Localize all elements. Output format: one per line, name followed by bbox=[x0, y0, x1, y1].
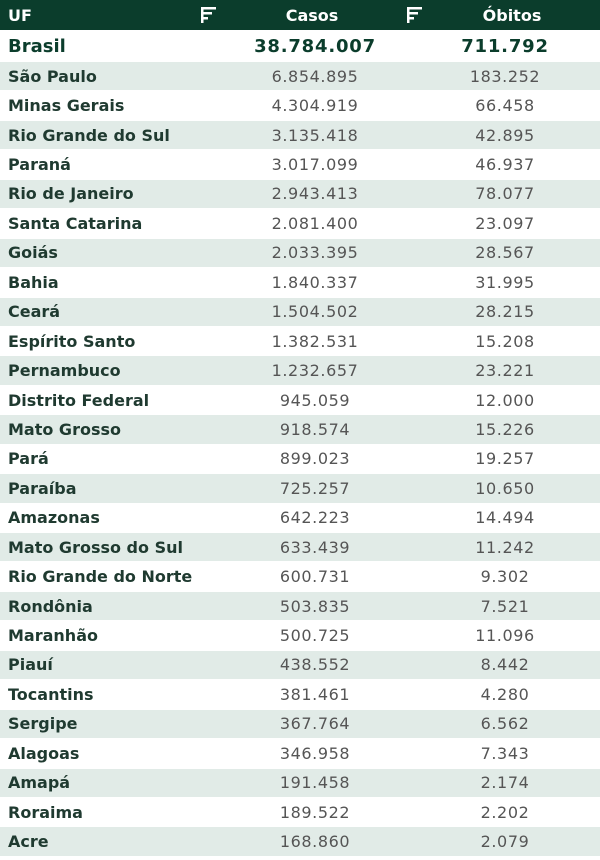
row-obitos: 28.567 bbox=[475, 243, 535, 263]
row-obitos: 15.208 bbox=[475, 331, 535, 351]
row-obitos: 9.302 bbox=[480, 567, 530, 587]
row-casos: 600.731 bbox=[279, 567, 351, 587]
row-obitos: 31.995 bbox=[475, 272, 535, 292]
table-body bbox=[0, 62, 600, 857]
table-row bbox=[0, 298, 600, 327]
table-row bbox=[0, 651, 600, 680]
row-uf: Tocantins bbox=[8, 684, 94, 704]
row-obitos: 12.000 bbox=[475, 390, 535, 410]
row-casos: 899.023 bbox=[279, 449, 351, 469]
table-row bbox=[0, 710, 600, 739]
row-casos: 191.458 bbox=[279, 773, 351, 793]
row-obitos: 11.096 bbox=[475, 626, 535, 646]
table-row bbox=[0, 680, 600, 709]
row-uf: Minas Gerais bbox=[8, 96, 125, 116]
table-row bbox=[0, 62, 600, 91]
row-obitos: 4.280 bbox=[480, 684, 530, 704]
table-row bbox=[0, 209, 600, 238]
row-casos: 6.854.895 bbox=[271, 66, 359, 86]
filter-sort-icon[interactable] bbox=[400, 5, 430, 25]
row-casos: 1.840.337 bbox=[271, 272, 359, 292]
row-obitos: 2.174 bbox=[480, 773, 530, 793]
row-casos: 503.835 bbox=[279, 596, 351, 616]
table-row bbox=[0, 739, 600, 768]
row-obitos: 78.077 bbox=[475, 184, 535, 204]
row-casos: 168.860 bbox=[279, 832, 351, 852]
row-obitos: 42.895 bbox=[475, 125, 535, 145]
row-uf: Alagoas bbox=[8, 743, 80, 763]
row-casos: 1.504.502 bbox=[271, 302, 359, 322]
row-casos: 725.257 bbox=[279, 478, 351, 498]
row-obitos: 23.097 bbox=[475, 213, 535, 233]
row-uf: Ceará bbox=[8, 302, 61, 322]
row-obitos: 8.442 bbox=[480, 655, 530, 675]
row-casos: 3.017.099 bbox=[271, 155, 359, 175]
table-row bbox=[0, 91, 600, 120]
row-casos: 438.552 bbox=[279, 655, 351, 675]
row-uf: Acre bbox=[8, 832, 49, 852]
filter-sort-icon[interactable] bbox=[194, 5, 224, 25]
table-row bbox=[0, 798, 600, 827]
row-uf: Espírito Santo bbox=[8, 331, 136, 351]
row-casos: 4.304.919 bbox=[271, 96, 359, 116]
row-obitos: 183.252 bbox=[469, 66, 541, 86]
row-obitos: 7.521 bbox=[480, 596, 530, 616]
row-casos: 2.033.395 bbox=[271, 243, 359, 263]
row-obitos: 28.215 bbox=[475, 302, 535, 322]
row-uf: Sergipe bbox=[8, 714, 78, 734]
row-obitos: 10.650 bbox=[475, 478, 535, 498]
row-obitos: 2.079 bbox=[480, 832, 530, 852]
row-casos: 2.943.413 bbox=[271, 184, 359, 204]
row-uf: Maranhão bbox=[8, 626, 98, 646]
row-obitos: 14.494 bbox=[475, 508, 535, 528]
row-uf: Pará bbox=[8, 449, 49, 469]
row-uf: São Paulo bbox=[8, 66, 97, 86]
row-casos: 3.135.418 bbox=[271, 125, 359, 145]
row-obitos: 23.221 bbox=[475, 361, 535, 381]
row-obitos: 66.458 bbox=[475, 96, 535, 116]
header-casos[interactable]: Casos bbox=[285, 5, 339, 25]
row-casos: 367.764 bbox=[279, 714, 351, 734]
row-obitos: 15.226 bbox=[475, 419, 535, 439]
table-row bbox=[0, 562, 600, 591]
total-obitos: 711.792 bbox=[461, 36, 549, 57]
row-uf: Pernambuco bbox=[8, 361, 121, 381]
total-row bbox=[0, 32, 600, 62]
row-uf: Goiás bbox=[8, 243, 58, 263]
row-obitos: 2.202 bbox=[480, 802, 530, 822]
table-row bbox=[0, 121, 600, 150]
row-uf: Paraíba bbox=[8, 478, 77, 498]
row-uf: Santa Catarina bbox=[8, 213, 143, 233]
header-uf[interactable]: UF bbox=[8, 5, 32, 25]
table-row bbox=[0, 592, 600, 621]
table-row bbox=[0, 268, 600, 297]
table-row bbox=[0, 827, 600, 856]
table-row bbox=[0, 356, 600, 385]
row-uf: Amapá bbox=[8, 773, 71, 793]
row-uf: Rondônia bbox=[8, 596, 93, 616]
row-casos: 1.232.657 bbox=[271, 361, 359, 381]
row-obitos: 11.242 bbox=[475, 537, 535, 557]
total-casos: 38.784.007 bbox=[254, 36, 376, 57]
row-obitos: 46.937 bbox=[475, 155, 535, 175]
row-casos: 189.522 bbox=[279, 802, 351, 822]
table-row bbox=[0, 180, 600, 209]
row-obitos: 6.562 bbox=[480, 714, 530, 734]
table-row bbox=[0, 474, 600, 503]
table-row bbox=[0, 150, 600, 179]
row-uf: Piauí bbox=[8, 655, 53, 675]
table-row bbox=[0, 239, 600, 268]
row-uf: Paraná bbox=[8, 155, 71, 175]
row-uf: Mato Grosso bbox=[8, 419, 121, 439]
table-row bbox=[0, 504, 600, 533]
row-obitos: 19.257 bbox=[475, 449, 535, 469]
table-row bbox=[0, 533, 600, 562]
row-casos: 500.725 bbox=[279, 626, 351, 646]
total-uf: Brasil bbox=[8, 36, 66, 57]
row-casos: 633.439 bbox=[279, 537, 351, 557]
table-row bbox=[0, 386, 600, 415]
row-uf: Amazonas bbox=[8, 508, 100, 528]
table-row bbox=[0, 445, 600, 474]
row-uf: Rio Grande do Sul bbox=[8, 125, 170, 145]
row-uf: Roraima bbox=[8, 802, 83, 822]
row-casos: 918.574 bbox=[279, 419, 351, 439]
row-uf: Bahia bbox=[8, 272, 59, 292]
row-uf: Rio de Janeiro bbox=[8, 184, 134, 204]
row-uf: Mato Grosso do Sul bbox=[8, 537, 183, 557]
table-row bbox=[0, 769, 600, 798]
row-casos: 945.059 bbox=[279, 390, 351, 410]
row-casos: 381.461 bbox=[279, 684, 351, 704]
row-uf: Rio Grande do Norte bbox=[8, 567, 193, 587]
row-obitos: 7.343 bbox=[480, 743, 530, 763]
header-obitos[interactable]: Óbitos bbox=[482, 5, 542, 25]
row-casos: 346.958 bbox=[279, 743, 351, 763]
table-row bbox=[0, 327, 600, 356]
table-header bbox=[0, 0, 600, 32]
row-casos: 642.223 bbox=[279, 508, 351, 528]
row-casos: 2.081.400 bbox=[271, 213, 359, 233]
row-casos: 1.382.531 bbox=[271, 331, 359, 351]
row-uf: Distrito Federal bbox=[8, 390, 150, 410]
table-row bbox=[0, 621, 600, 650]
table-row bbox=[0, 415, 600, 444]
